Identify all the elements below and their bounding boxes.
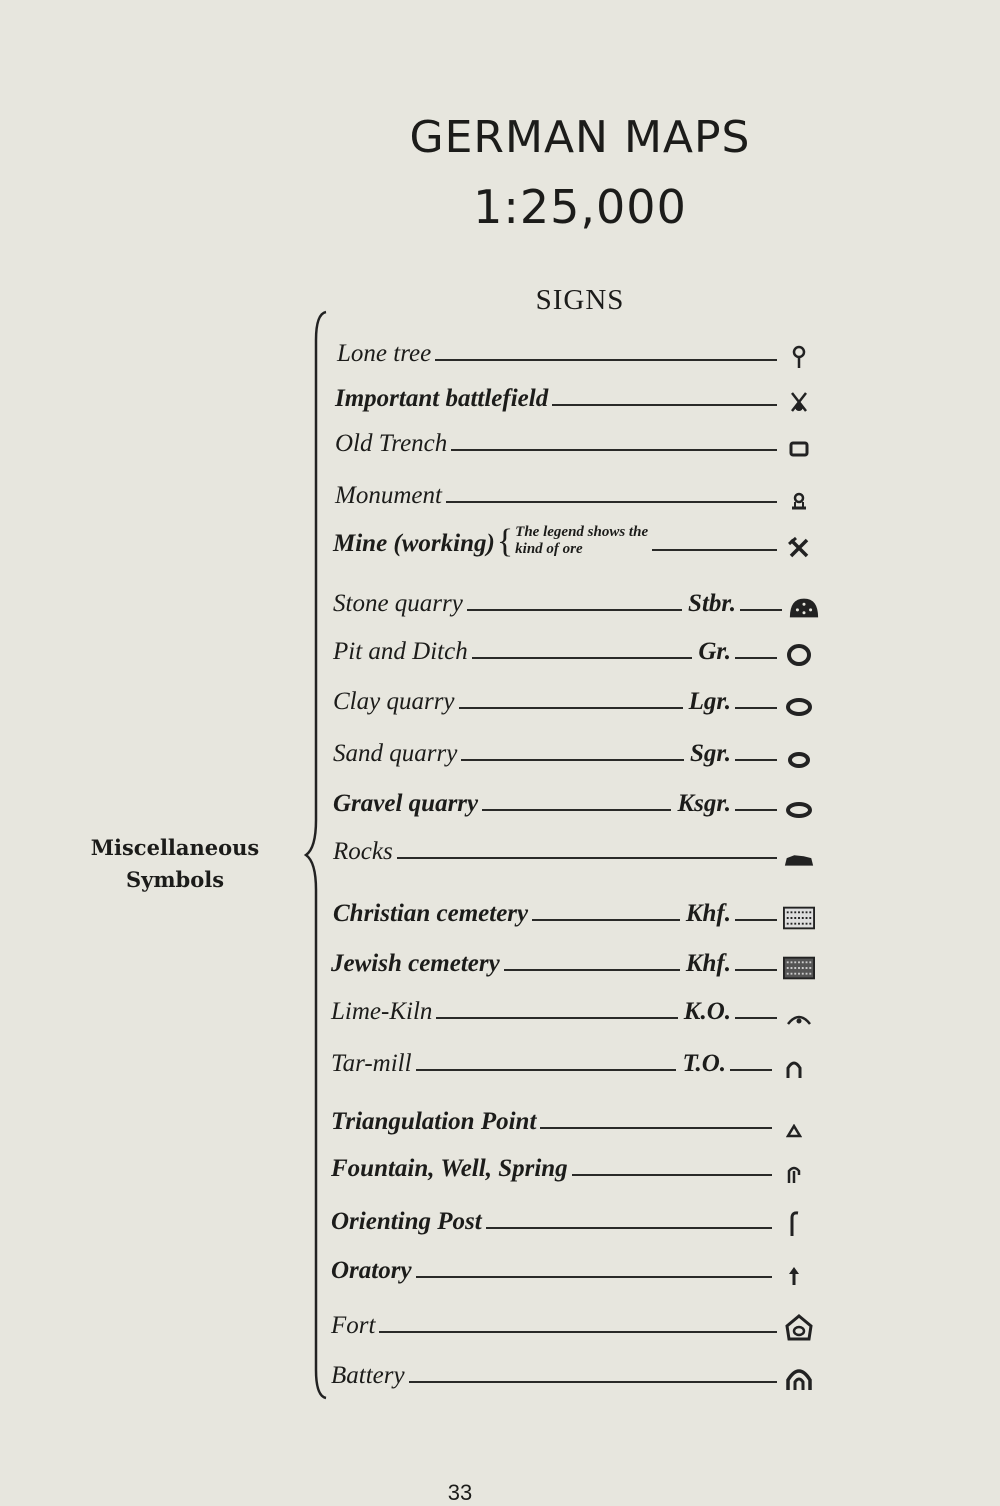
legend-abbreviation: Sgr. — [689, 740, 731, 767]
legend-label: Triangulation Point — [331, 1108, 537, 1135]
leader-line — [740, 609, 782, 611]
leader-line — [451, 449, 777, 451]
note-line1: The legend shows the — [515, 524, 649, 540]
leader-line — [552, 404, 777, 406]
battlefield-glyph — [788, 389, 810, 415]
legend-row-lime-kiln — [331, 988, 815, 1028]
stone-quarry-glyph — [788, 596, 820, 620]
orienting-post-glyph — [786, 1210, 802, 1238]
legend-label: Gravel quarry — [333, 790, 479, 817]
leader-line — [735, 759, 777, 761]
leader-line — [735, 657, 777, 659]
battlefield-icon — [783, 383, 815, 415]
legend-row-clay-quarry — [333, 678, 815, 718]
legend-label: Fountain, Well, Spring — [331, 1155, 568, 1182]
lone-tree-icon — [783, 338, 815, 370]
tar-mill-glyph — [784, 1058, 804, 1080]
leader-line — [735, 969, 777, 971]
note-text — [515, 524, 648, 558]
legend-row-trench — [335, 420, 815, 460]
monument-glyph — [788, 490, 810, 512]
leader-line — [416, 1069, 677, 1071]
leader-line — [735, 707, 777, 709]
fort-glyph — [785, 1314, 813, 1342]
leader-line — [397, 857, 777, 859]
legend-abbreviation: Khf. — [685, 950, 731, 977]
monument-icon — [783, 480, 815, 512]
pit-icon — [783, 636, 815, 668]
sand-quarry-glyph — [786, 750, 812, 770]
leader-line — [435, 359, 777, 361]
leader-line — [540, 1127, 772, 1129]
leader-line — [482, 809, 671, 811]
jewish-cemetery-icon — [783, 948, 815, 980]
legend-row-fort — [331, 1302, 815, 1342]
triangulation-icon — [778, 1106, 810, 1138]
legend-label: Clay quarry — [333, 688, 455, 715]
fort-icon — [783, 1310, 815, 1342]
leader-line — [735, 919, 777, 921]
legend-abbreviation: K.O. — [683, 998, 731, 1025]
legend-row-gravel-quarry — [333, 780, 815, 820]
legend-row-pit — [333, 628, 815, 668]
leader-line — [446, 501, 777, 503]
group-label — [60, 832, 290, 896]
leader-line — [459, 707, 683, 709]
oratory-glyph — [786, 1265, 802, 1287]
leader-line — [735, 1017, 777, 1019]
clay-quarry-glyph — [784, 696, 814, 718]
legend-abbreviation: Ksgr. — [677, 790, 731, 817]
leader-line — [532, 919, 680, 921]
legend-label: Tar-mill — [331, 1050, 412, 1077]
christian-cemetery-glyph — [783, 906, 815, 930]
legend-row-stone-quarry — [333, 580, 820, 620]
fountain-icon — [778, 1153, 810, 1185]
legend-row-christian-cemetery — [333, 890, 815, 930]
group-label-line2: Symbols — [125, 867, 225, 892]
leader-line — [652, 549, 777, 551]
christian-cemetery-icon — [783, 898, 815, 930]
map-scale: 1:25,000 — [473, 180, 687, 234]
leader-line — [486, 1227, 772, 1229]
legend-label: Rocks — [333, 838, 393, 865]
leader-line — [436, 1017, 677, 1019]
sand-quarry-icon — [783, 738, 815, 770]
legend-label: Sand quarry — [333, 740, 458, 767]
jewish-cemetery-glyph — [783, 956, 815, 980]
legend-row-rocks — [333, 828, 815, 868]
lone-tree-glyph — [789, 344, 809, 370]
legend-label: Mine (working) — [333, 530, 495, 557]
note-line2: kind of ore — [515, 541, 583, 557]
legend-abbreviation: Gr. — [698, 638, 731, 665]
legend-label: Important battlefield — [335, 385, 549, 412]
legend-row-triangulation — [331, 1098, 810, 1138]
orienting-post-icon — [778, 1206, 810, 1238]
leader-line — [572, 1174, 772, 1176]
legend-label: Monument — [335, 482, 442, 509]
lime-kiln-icon — [783, 996, 815, 1028]
leader-line — [504, 969, 680, 971]
page-title: GERMAN MAPS — [409, 112, 751, 163]
pit-glyph — [785, 642, 813, 668]
legend-abbreviation: T.O. — [682, 1050, 726, 1077]
stone-quarry-icon — [788, 588, 820, 620]
leader-line — [735, 809, 777, 811]
legend-label: Jewish cemetery — [331, 950, 500, 977]
legend-row-battery — [331, 1352, 815, 1392]
legend-label: Lime-Kiln — [331, 998, 433, 1025]
legend-label: Battery — [331, 1362, 405, 1389]
legend-label: Orienting Post — [331, 1208, 482, 1235]
legend-row-orienting-post — [331, 1198, 810, 1238]
group-label-line1: Miscellaneous — [90, 835, 260, 860]
group-brace — [300, 310, 330, 1400]
legend-label: Lone tree — [337, 340, 432, 367]
clay-quarry-icon — [783, 686, 815, 718]
mine-icon — [783, 528, 815, 560]
legend-row-fountain — [331, 1145, 810, 1185]
legend-abbreviation: Stbr. — [688, 590, 736, 617]
legend-row-mine — [333, 520, 815, 560]
battery-icon — [783, 1360, 815, 1392]
legend-row-tar-mill — [331, 1040, 810, 1080]
leader-line — [416, 1276, 772, 1278]
legend-label: Fort — [331, 1312, 376, 1339]
legend-label: Old Trench — [335, 430, 448, 457]
rocks-icon — [783, 836, 815, 868]
battery-glyph — [785, 1366, 813, 1392]
legend-row-jewish-cemetery — [331, 940, 815, 980]
fountain-glyph — [785, 1163, 803, 1185]
section-heading: SIGNS — [535, 284, 625, 316]
legend-row-battlefield — [335, 375, 815, 415]
leader-line — [472, 657, 693, 659]
legend-row-monument — [335, 472, 815, 512]
legend-row-lone-tree — [337, 330, 815, 370]
leader-line — [379, 1331, 777, 1333]
trench-glyph — [788, 438, 810, 460]
legend-abbreviation: Khf. — [685, 900, 731, 927]
leader-line — [730, 1069, 772, 1071]
legend-row-sand-quarry — [333, 730, 815, 770]
legend-abbreviation: Lgr. — [688, 688, 731, 715]
legend-label: Pit and Ditch — [333, 638, 468, 665]
legend-label: Stone quarry — [333, 590, 463, 617]
lime-kiln-glyph — [786, 1012, 812, 1028]
legend-note — [497, 524, 648, 560]
gravel-quarry-icon — [783, 788, 815, 820]
trench-icon — [783, 428, 815, 460]
tar-mill-icon — [778, 1048, 810, 1080]
leader-line — [467, 609, 682, 611]
gravel-quarry-glyph — [784, 800, 814, 820]
legend-label: Christian cemetery — [333, 900, 529, 927]
mine-glyph — [787, 536, 811, 560]
page-number: 33 — [447, 1480, 473, 1505]
leader-line — [409, 1381, 777, 1383]
triangulation-glyph — [786, 1124, 802, 1138]
oratory-icon — [778, 1255, 810, 1287]
legend-row-oratory — [331, 1247, 810, 1287]
note-brace: { — [496, 522, 514, 560]
rocks-glyph — [783, 852, 815, 868]
legend-label: Oratory — [331, 1257, 412, 1284]
leader-line — [461, 759, 684, 761]
